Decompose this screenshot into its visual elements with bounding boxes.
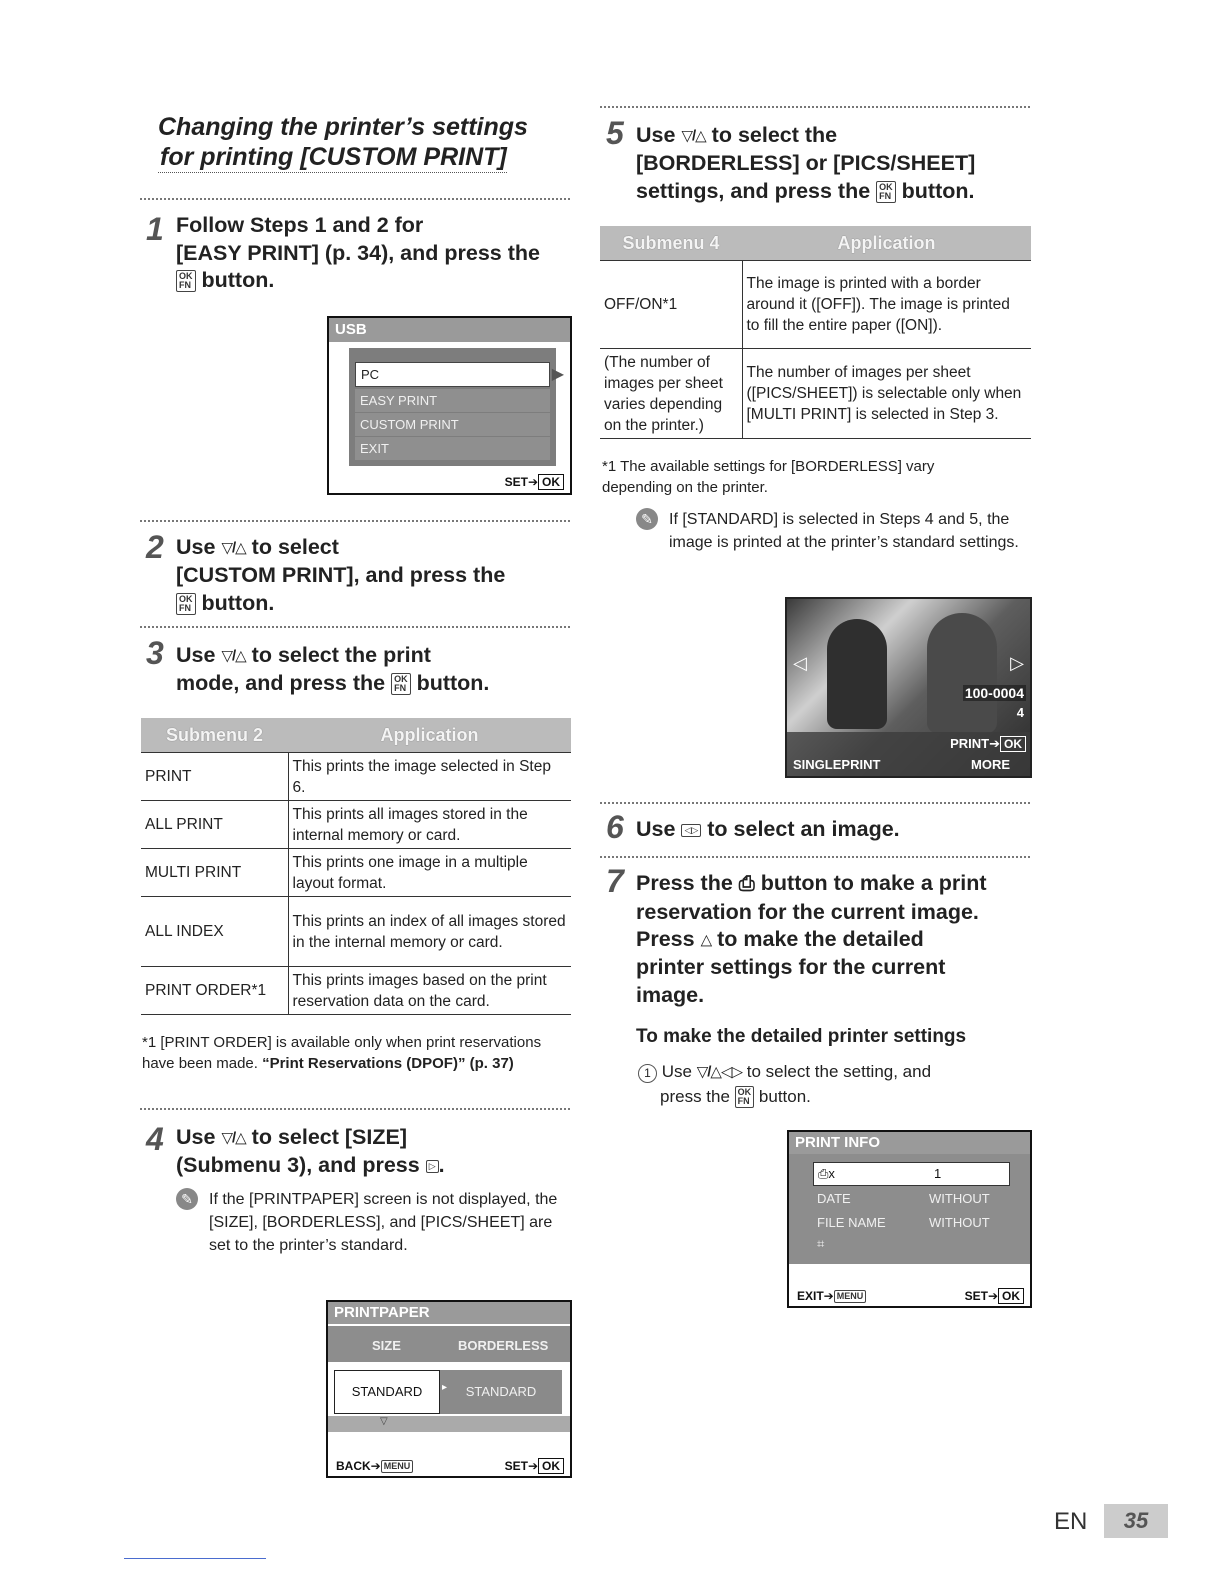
printpaper-screen <box>326 1300 572 1478</box>
left-right-arrow-icon: ◁▷ <box>681 824 701 837</box>
print-info-header: PRINT INFO <box>789 1132 1030 1154</box>
step-2-number: 2 <box>146 529 164 565</box>
right-arrow-button-icon: ▷ <box>426 1160 439 1173</box>
table-row: MULTI PRINT This prints one image in a multiple layout format. <box>141 849 571 897</box>
exit-menu-hint: EXIT➔ MENU <box>797 1289 866 1303</box>
table-row: PRINT This prints the image selected in Step 6. <box>141 753 571 801</box>
ok-func-button-icon: OK FN <box>391 673 411 695</box>
divider <box>600 802 1030 804</box>
step-7-line-2: reservation for the current image. <box>636 899 979 924</box>
step-7-line-4: printer settings for the current <box>636 955 946 980</box>
table-row: OFF/ON*1 The image is printed with a border around it ([OFF]). The image is printed to fill the entire paper ([ON]). <box>600 261 1031 349</box>
ok-func-button-icon: OK FN <box>176 270 196 292</box>
step-3-text: Use ▽/△ to select the print mode, and press the OK FN button. <box>176 643 490 696</box>
set-ok-hint: SET➔ OK <box>965 1289 1024 1303</box>
borderless-value[interactable]: STANDARD <box>440 1370 562 1414</box>
step-5-number: 5 <box>606 115 624 151</box>
chevron-right-icon: ▸ <box>442 1382 448 1393</box>
table-header: Application <box>288 718 571 753</box>
step-1-line-1: Follow Steps 1 and 2 for <box>176 213 424 237</box>
more-hint: MORE <box>971 757 1010 772</box>
ok-func-button-icon: OK FN <box>876 181 896 203</box>
filename-row-value[interactable]: WITHOUT <box>929 1215 990 1230</box>
person-silhouette <box>827 619 887 729</box>
filename-row-label[interactable]: FILE NAME <box>817 1215 886 1230</box>
print-copies-icon: ⎙ <box>818 1166 829 1181</box>
submenu-4-table <box>600 226 1031 439</box>
step-7-line-5: image. <box>636 982 705 1007</box>
table-header: Application <box>742 226 1031 261</box>
chevron-down-icon: ▽ <box>380 1416 388 1427</box>
ok-func-button-icon: OK FN <box>176 593 196 615</box>
usb-screen-header: USB <box>329 318 570 342</box>
step-7-text: Press the ⎙ button to make a print reservation for the current image. Press △ to make the detailed printer settings for the current image. <box>636 870 1036 1009</box>
usb-item-easy-print[interactable]: EASY PRINT <box>355 389 550 412</box>
usb-item-custom-print[interactable]: CUSTOM PRINT <box>355 413 550 436</box>
footnote-borderless: *1 The available settings for [BORDERLESS] vary depending on the printer. <box>602 458 935 496</box>
step-1-text <box>176 212 576 295</box>
language-label: EN <box>1054 1508 1088 1535</box>
back-menu-hint: BACK➔ MENU <box>336 1459 413 1473</box>
size-column-label: SIZE <box>372 1338 401 1353</box>
divider <box>600 106 1030 108</box>
step-5-note: If [STANDARD] is selected in Steps 4 and 5, the image is printed at the printer’s standard settings. <box>669 511 1019 551</box>
frame-count: 4 <box>1016 705 1024 720</box>
note-icon: ✎ <box>176 1188 198 1210</box>
circled-number: 1 <box>638 1064 657 1083</box>
ok-func-button-icon: OK FN <box>735 1086 755 1108</box>
up-down-arrow-icon: ▽/△ <box>681 127 706 145</box>
detailed-settings-heading: To make the detailed printer settings <box>636 1026 967 1047</box>
step-7-number: 7 <box>606 863 624 899</box>
title-line-1: Changing the printer’s settings <box>158 113 528 141</box>
table-header: Submenu 2 <box>141 718 288 753</box>
divider <box>140 626 570 628</box>
up-down-arrow-icon: ▽/△ <box>221 647 246 665</box>
submenu-2-table <box>141 718 571 1015</box>
divider <box>140 198 570 200</box>
step-2-line-2: [CUSTOM PRINT], and press the <box>176 563 506 588</box>
table-row: PRINT ORDER*1 This prints images based on the print reservation data on the card. <box>141 967 571 1015</box>
print-button-icon: ⎙ <box>738 873 755 895</box>
chevron-right-icon[interactable]: ▷ <box>1010 653 1024 673</box>
single-print-hint: SINGLEPRINT <box>793 757 881 772</box>
trim-icon[interactable]: ⌗ <box>817 1236 825 1251</box>
page-number: 35 <box>1104 1504 1168 1538</box>
step-1-number: 1 <box>146 211 164 247</box>
step-1-line-3: button. <box>201 268 275 292</box>
table-row: ALL INDEX This prints an index of all images stored in the internal memory or card. <box>141 897 571 967</box>
chevron-right-icon: ▶ <box>551 366 564 383</box>
divider <box>600 856 1030 858</box>
printpaper-header: PRINTPAPER <box>328 1302 570 1324</box>
borderless-column-label: BORDERLESS <box>458 1338 549 1353</box>
chevron-left-icon[interactable]: ◁ <box>793 653 807 673</box>
step-4-number: 4 <box>146 1121 164 1157</box>
up-down-arrow-icon: ▽/△ <box>221 1129 246 1147</box>
arrow-keys-icon: ▽/△◁▷ <box>696 1063 743 1081</box>
usb-item-pc[interactable]: PC <box>355 362 550 387</box>
usb-item-exit[interactable]: EXIT <box>355 437 550 460</box>
step-2-text: Use ▽/△ to select [CUSTOM PRINT], and press the OK FN button. <box>176 534 576 617</box>
detailed-settings-instruction: 1 Use ▽/△◁▷ to select the setting, and press the OK FN button. <box>638 1060 1028 1109</box>
table-row: (The number of images per sheet varies depending on the printer.) The number of images per sheet ([PICS/SHEET]) is selectable only when [MULTI PRINT] is selected in Step 3. <box>600 349 1031 439</box>
title-line-2: for printing [CUSTOM PRINT] <box>160 143 507 171</box>
step-5-text: Use ▽/△ to select the [BORDERLESS] or [PICS/SHEET] settings, and press the OK FN button. <box>636 122 1036 205</box>
date-row-label[interactable]: DATE <box>817 1191 851 1206</box>
page-title <box>158 112 578 173</box>
step-6-number: 6 <box>606 809 624 845</box>
copies-row[interactable]: ⎙x 1 <box>813 1162 1010 1186</box>
playback-photo-screen <box>785 597 1032 778</box>
step-1-line-2: [EASY PRINT] (p. 34), and press the <box>176 240 540 265</box>
print-info-screen <box>787 1130 1032 1308</box>
step-4-text: Use ▽/△ to select [SIZE] (Submenu 3), and press ▷ . <box>176 1125 445 1178</box>
table-row: ALL PRINT This prints all images stored in the internal memory or card. <box>141 801 571 849</box>
note-icon: ✎ <box>636 508 658 530</box>
set-ok-hint: SET➔ OK <box>505 1459 564 1473</box>
divider <box>140 1108 570 1110</box>
divider <box>140 520 570 522</box>
footnote-print-order: *1 [PRINT ORDER] is available only when print reservations have been made. “Print Reservations (DPOF)” (p. 37) <box>142 1034 542 1072</box>
file-number: 100-0004 <box>964 685 1024 701</box>
up-arrow-icon: △ <box>700 931 712 949</box>
usb-menu-screen <box>327 316 572 495</box>
up-down-arrow-icon: ▽/△ <box>221 539 246 557</box>
print-ok-hint: PRINT➔ OK <box>950 736 1026 752</box>
step-3-number: 3 <box>146 635 164 671</box>
step-5-line-2: [BORDERLESS] or [PICS/SHEET] <box>636 151 976 176</box>
step-4-note: If the [PRINTPAPER] screen is not displayed, the [SIZE], [BORDERLESS], and [PICS/SHEET] are set to the printer’s standard. <box>209 1191 558 1254</box>
footer-rule <box>124 1558 266 1559</box>
size-value[interactable]: STANDARD <box>334 1370 440 1414</box>
step-6-text: Use ◁▷ to select an image. <box>636 817 900 841</box>
date-row-value[interactable]: WITHOUT <box>929 1191 990 1206</box>
set-ok-hint: SET➔ OK <box>505 475 564 489</box>
person-silhouette <box>927 613 997 733</box>
table-header: Submenu 4 <box>600 226 742 261</box>
